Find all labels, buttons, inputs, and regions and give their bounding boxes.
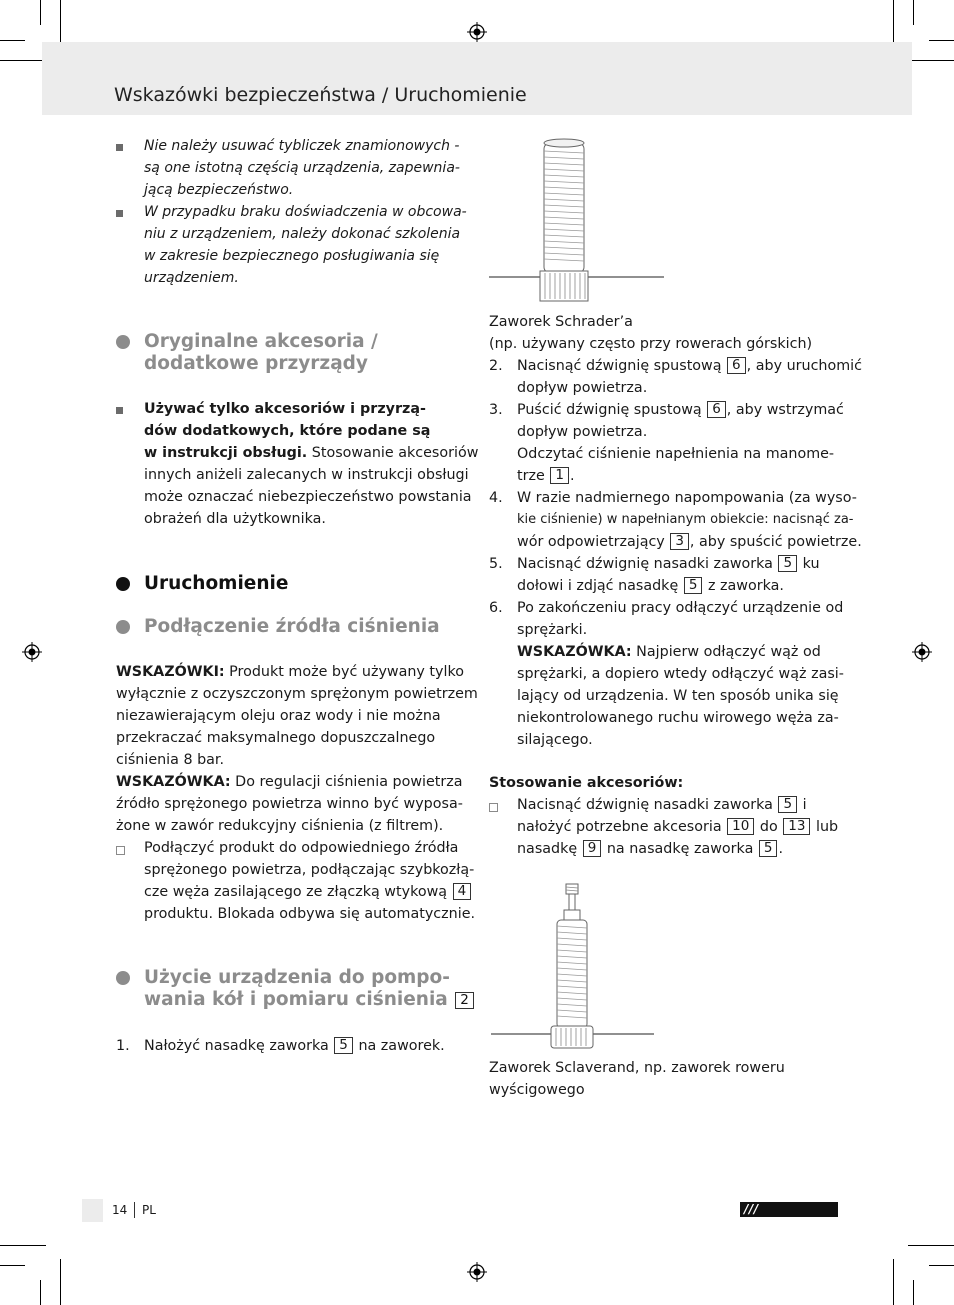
notes-text: wyłącznie z oczyszczonym sprężonym powietrzem [116, 686, 478, 702]
step-text: produktu. Blokada odbywa się automatycznie. [144, 906, 476, 922]
accessories-warning-text: Stosowanie akcesoriów [307, 445, 479, 461]
page-number: 14 [112, 1203, 128, 1217]
step-text: nałożyć potrzebne akcesoria [517, 819, 722, 835]
warning-text: Nie należy usuwać tybliczek znamionowych - [144, 138, 460, 154]
reference-number: 5 [684, 577, 703, 594]
note-label: WSKAZÓWKA: [517, 644, 632, 660]
figure-caption: Zaworek Schrader’a [489, 314, 633, 330]
crop-mark [0, 40, 25, 41]
step-text: Nacisnąć dźwignię spustową [517, 358, 722, 374]
warning-text: urządzeniem. [144, 270, 239, 286]
step-text: Nacisnąć dźwignię nasadki zaworka [517, 556, 773, 572]
notes-text: niezawierającym oleju oraz wody i nie można [116, 708, 441, 724]
step-text: dopływ powietrza. [517, 380, 648, 396]
schrader-valve-illustration [487, 133, 665, 305]
section-bullet-icon [116, 620, 130, 634]
step-number: 3. [489, 402, 503, 418]
note-label: WSKAZÓWKA: [116, 774, 231, 790]
square-bullet-icon [116, 407, 123, 414]
accessories-warning-bold: dów dodatkowych, które podane są [144, 423, 431, 439]
notes-text: Produkt może być używany tylko [224, 664, 464, 680]
note-text: Do regulacji ciśnienia powietrza [230, 774, 463, 790]
step-line [517, 575, 784, 597]
square-bullet-icon [116, 144, 123, 151]
step-line [517, 553, 820, 575]
step-text: dopływ powietrza. [517, 424, 648, 440]
step-text: , aby wstrzymać [726, 402, 844, 418]
reference-number: 5 [334, 1037, 353, 1054]
warning-text: w zakresie bezpiecznego posługiwania się [144, 248, 440, 264]
step-text: ku [802, 556, 820, 572]
crop-mark [908, 60, 954, 61]
section-bullet-icon [116, 335, 130, 349]
section-bullet-icon [116, 971, 130, 985]
notes-text: przekraczać maksymalnego dopuszczalnego [116, 730, 436, 746]
step-text: . [778, 841, 784, 857]
footer-divider [134, 1202, 135, 1218]
step-text: trze [517, 468, 545, 484]
parkside-logo [740, 1202, 838, 1231]
step-line [517, 399, 844, 421]
step-line [517, 816, 838, 838]
step-text: . [569, 468, 575, 484]
crop-mark [40, 0, 41, 25]
notes-label: WSKAZÓWKI: [116, 664, 225, 680]
step-text: cze węża zasilającego ze złączką wtykową [144, 884, 448, 900]
step-text: Puścić dźwignię spustową [517, 402, 702, 418]
step-text: Odczytać ciśnienie napełnienia na manome- [517, 446, 835, 462]
step-text: z zaworka. [707, 578, 784, 594]
step-text: wór odpowietrzający [517, 534, 665, 550]
step-text: , aby uruchomić [746, 358, 862, 374]
step-number: 5. [489, 556, 503, 572]
reference-number: 5 [778, 796, 797, 813]
section-heading: dodatkowe przyrządy [144, 353, 368, 374]
step-text: do [759, 819, 778, 835]
crop-mark [0, 1265, 25, 1266]
figure-caption: Zaworek Sclaverand, np. zaworek roweru [489, 1060, 785, 1076]
registration-mark-icon [22, 642, 42, 662]
note-text: Najpierw odłączyć wąż od [631, 644, 821, 660]
reference-number: 10 [727, 818, 754, 835]
step-line [517, 355, 862, 377]
section-heading: Podłączenie źródła ciśnienia [144, 616, 440, 637]
step-text: Po zakończeniu pracy odłączyć urządzenie od [517, 600, 844, 616]
reference-number: 6 [727, 357, 746, 374]
crop-mark [913, 0, 914, 25]
checkbox-bullet-icon [116, 846, 125, 855]
reference-number: 3 [670, 533, 689, 550]
section-heading: wania kół i pomiaru ciśnienia [144, 989, 448, 1010]
section-heading: Uruchomienie [144, 573, 289, 594]
note-text: sprężarki, a dopiero wtedy odłączyć wąż zasi- [517, 666, 844, 682]
figure-caption: (np. używany często przy rowerach górskich) [489, 336, 813, 352]
notes-line [116, 661, 464, 683]
accessories-warning-text: innych aniżeli zalecanych w instrukcji obsługi [144, 467, 469, 483]
crop-mark [60, 0, 61, 46]
step-text: , aby spuścić powietrze. [689, 534, 862, 550]
reference-number: 1 [550, 467, 569, 484]
step-text: W razie nadmiernego napompowania (za wyso- [517, 490, 857, 506]
accessories-warning-bold: w instrukcji obsługi. [144, 445, 308, 461]
note-text: źródło sprężonego powietrza winno być wyposa- [116, 796, 463, 812]
crop-mark [908, 1245, 954, 1246]
section-heading: Użycie urządzenia do pompo- [144, 967, 450, 988]
crop-mark [913, 1280, 914, 1305]
reference-number: 5 [759, 840, 778, 857]
note-text: silającego. [517, 732, 593, 748]
crop-mark [893, 0, 894, 46]
reference-number: 4 [453, 883, 472, 900]
section-bullet-icon [116, 577, 130, 591]
reference-number: 13 [783, 818, 810, 835]
reference-number: 6 [707, 401, 726, 418]
page-title: Wskazówki bezpieczeństwa / Uruchomienie [114, 84, 527, 106]
step-number: 6. [489, 600, 503, 616]
crop-mark [0, 1245, 46, 1246]
step-text: Nacisnąć dźwignię nasadki zaworka [517, 797, 773, 813]
warning-text: niu z urządzeniem, należy dokonać szkolenia [144, 226, 461, 242]
footer-page-box [82, 1199, 103, 1222]
registration-mark-icon [467, 1262, 487, 1282]
sclaverand-valve-illustration [489, 880, 655, 1052]
reference-number: 9 [583, 840, 602, 857]
crop-mark [929, 40, 954, 41]
logo-stripes-icon: /// [744, 1202, 759, 1216]
reference-number: 5 [778, 555, 797, 572]
step-text: sprężarki. [517, 622, 588, 638]
crop-mark [60, 1259, 61, 1305]
square-bullet-icon [116, 210, 123, 217]
subsection-heading: Stosowanie akcesoriów: [489, 775, 684, 791]
language-code: PL [142, 1203, 156, 1217]
step-text: sprężonego powietrza, podłączając szybkozłą- [144, 862, 475, 878]
notes-text: ciśnienia 8 bar. [116, 752, 225, 768]
step-text: nasadkę [517, 841, 578, 857]
step-line [517, 465, 574, 487]
note-line [517, 641, 821, 663]
crop-mark [893, 1259, 894, 1305]
step-number: 1. [116, 1038, 130, 1054]
step-text: na nasadkę zaworka [606, 841, 754, 857]
note-text: niekontrolowanego ruchu wirowego węża za- [517, 710, 839, 726]
registration-mark-icon [467, 22, 487, 42]
step-text: lub [815, 819, 839, 835]
note-text: lający od urządzenia. W ten sposób unika się [517, 688, 839, 704]
step-line [517, 838, 783, 860]
section-heading: Oryginalne akcesoria / [144, 331, 378, 352]
step-text: Nałożyć nasadkę zaworka [144, 1038, 329, 1054]
warning-text: są one istotną częścią urządzenia, zapewnia- [144, 160, 460, 176]
figure-caption: wyścigowego [489, 1082, 585, 1098]
checkbox-bullet-icon [489, 803, 498, 812]
warning-text: jącą bezpieczeństwo. [144, 182, 294, 198]
step-number: 2. [489, 358, 503, 374]
step-text: i [802, 797, 807, 813]
crop-mark [929, 1265, 954, 1266]
crop-mark [0, 60, 46, 61]
section-heading-line [144, 989, 475, 1011]
accessories-warning-text: może oznaczać niebezpieczeństwo powstania [144, 489, 472, 505]
step-line [144, 881, 472, 903]
reference-number: 2 [455, 992, 474, 1009]
step-line [517, 794, 807, 816]
note-line [116, 771, 463, 793]
brand-name: PARKSIDE [744, 1217, 815, 1231]
step-text: Podłączyć produkt do odpowiedniego źródła [144, 840, 459, 856]
step-text: na zaworek. [358, 1038, 445, 1054]
accessories-warning-text: obrażeń dla użytkownika. [144, 511, 326, 527]
warning-text: W przypadku braku doświadczenia w obcowa- [144, 204, 467, 220]
accessories-warning-line [144, 442, 478, 464]
registration-mark-icon [912, 642, 932, 662]
accessories-warning-bold: Używać tylko akcesoriów i przyrzą- [144, 401, 426, 417]
note-text: żone w zawór redukcyjny ciśnienia (z filtrem). [116, 818, 444, 834]
step-line [517, 531, 862, 553]
step-number: 4. [489, 490, 503, 506]
crop-mark [40, 1280, 41, 1305]
step-text: kie ciśnienie) w napełnianym obiekcie: nacisnąć za- [517, 512, 854, 527]
step-line [144, 1035, 445, 1057]
step-text: dołowi i zdjąć nasadkę [517, 578, 679, 594]
